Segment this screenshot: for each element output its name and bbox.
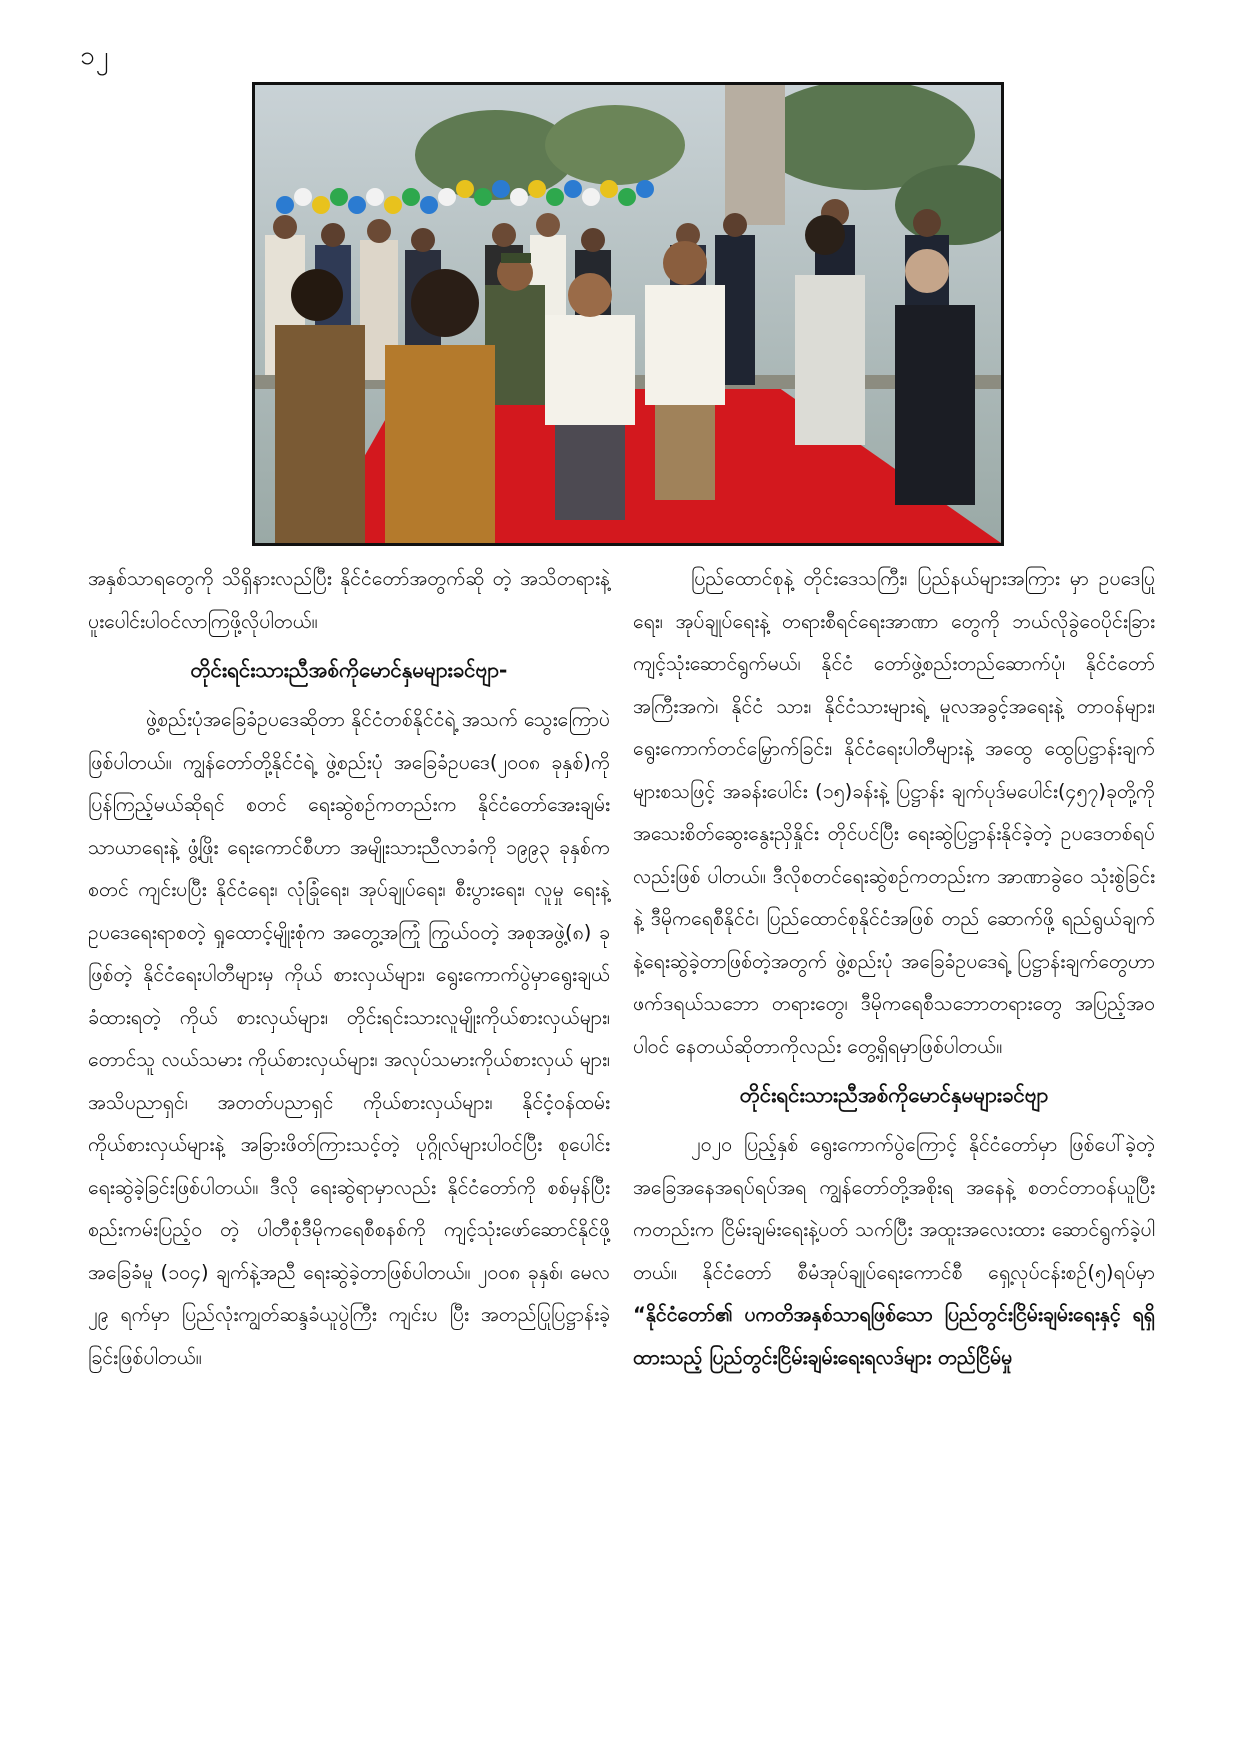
left-section-heading: တိုင်းရင်းသားညီအစ်ကိုမောင်နှမများခင်ဗျာ- <box>190 658 508 682</box>
left-column <box>88 558 610 1379</box>
left-paragraph-continuation: အနှစ်သာရတွေကို သိရှိနားလည်ပြီး နိုင်ငံတော်အတွက်ဆို တဲ့ အသိတရားနဲ့ ပူးပေါင်းပါဝင်လာကြဖို့လိုပါတယ်။ <box>88 567 610 633</box>
page-number: ၁၂ <box>80 41 110 71</box>
event-photo-illustration <box>255 85 1001 543</box>
right-paragraph-peace <box>633 1124 1155 1379</box>
right-paragraph-peace-quote: “နိုင်ငံတော်၏ ပကတိအနှစ်သာရဖြစ်သော ပြည်တွင်းငြိမ်းချမ်းရေးနှင့် ရရှိထားသည့် ပြည်တွင်းငြိမ်းချမ်းရေးရလဒ်များ တည်ငြိမ်မှု <box>633 1303 1155 1369</box>
event-photo <box>252 82 1004 546</box>
right-paragraph-federal: ပြည်ထောင်စုနဲ့ တိုင်းဒေသကြီး၊ ပြည်နယ်များအကြား မှာ ဥပဒေပြုရေး၊ အုပ်ချုပ်ရေးနဲ့ တရားစီရင်ရေးအာဏာ တွေကို ဘယ်လိုခွဲဝေပိုင်းခြား ကျင့်သုံးဆောင်ရွက်မယ်၊ နိုင်ငံ တော်ဖွဲ့စည်းတည်ဆောက်ပုံ၊ နိုင်ငံတော်အကြီးအကဲ၊ နိုင်ငံ သား၊ နိုင်ငံသားများရဲ့ မူလအခွင့်အရေးနဲ့ တာဝန်များ၊ ရွေးကောက်တင်မြှောက်ခြင်း၊ နိုင်ငံရေးပါတီများနဲ့ အထွေ ထွေပြဋ္ဌာန်းချက်များစသဖြင့် အခန်းပေါင်း (၁၅)ခန်းနဲ့ ပြဋ္ဌာန်း ချက်ပုဒ်မပေါင်း(၄၅၇)ခုတို့ကို အသေးစိတ်ဆွေးနွေးညှိနှိုင်း တိုင်ပင်ပြီး ရေးဆွဲပြဋ္ဌာန်းနိုင်ခဲ့တဲ့ ဥပဒေတစ်ရပ်လည်းဖြစ် ပါတယ်။ ဒီလိုစတင်ရေးဆွဲစဉ်ကတည်းက အာဏာခွဲဝေ သုံးစွဲခြင်းနဲ့ ဒီမိုကရေစီနိုင်ငံ၊ ပြည်ထောင်စုနိုင်ငံအဖြစ် တည် ဆောက်ဖို့ ရည်ရွယ်ချက်နဲ့ရေးဆွဲခဲ့တာဖြစ်တဲ့အတွက် ဖွဲ့စည်းပုံ အခြေခံဥပဒေရဲ့ ပြဋ္ဌာန်းချက်တွေဟာ ဖက်ဒရယ်သဘော တရားတွေ၊ ဒီမိုကရေစီသဘောတရားတွေ အပြည့်အဝပါဝင် နေတယ်ဆိုတာကိုလည်း တွေ့ရှိရမှာဖြစ်ပါတယ်။ <box>633 567 1155 1058</box>
right-column <box>633 558 1155 1379</box>
right-paragraph-peace-text: ၂၀၂၀ ပြည့်နှစ် ရွေးကောက်ပွဲကြောင့် နိုင်ငံတော်မှာ ဖြစ်ပေါ်ခဲ့တဲ့အခြေအနေအရပ်ရပ်အရ ကျွန်တော်တို့အစိုးရ အနေနဲ့ စတင်တာဝန်ယူပြီးကတည်းက ငြိမ်းချမ်းရေးနဲ့ပတ် သက်ပြီး အထူးအလေးထား ဆောင်ရွက်ခဲ့ပါတယ်။ နိုင်ငံတော် စီမံအုပ်ချုပ်ရေးကောင်စီ ရှေ့လုပ်ငန်းစဉ်(၅)ရပ်မှာ <box>633 1133 1155 1284</box>
right-section-heading: တိုင်းရင်းသားညီအစ်ကိုမောင်နှမများခင်ဗျာ <box>739 1083 1049 1107</box>
left-paragraph-constitution: ဖွဲ့စည်းပုံအခြေခံဥပဒေဆိုတာ နိုင်ငံတစ်နိုင်ငံရဲ့ အသက် သွေးကြောပဲဖြစ်ပါတယ်။ ကျွန်တော်တို့နိုင်ငံရဲ့ ဖွဲ့စည်းပုံ အခြေခံဥပဒေ(၂၀၀၈ ခုနှစ်)ကို ပြန်ကြည့်မယ်ဆိုရင် စတင် ရေးဆွဲစဉ်ကတည်းက နိုင်ငံတော်အေးချမ်းသာယာရေးနဲ့ ဖွံ့ဖြိုး ရေးကောင်စီဟာ အမျိုးသားညီလာခံကို ၁၉၉၃ ခုနှစ်က စတင် ကျင်းပပြီး နိုင်ငံရေး၊ လုံခြုံရေး၊ အုပ်ချုပ်ရေး၊ စီးပွားရေး၊ လူမှု ရေးနဲ့ ဥပဒေရေးရာစတဲ့ ရှုထောင့်မျိုးစုံက အတွေ့အကြုံ ကြွယ်ဝတဲ့ အစုအဖွဲ့(၈) ခုဖြစ်တဲ့ နိုင်ငံရေးပါတီများမှ ကိုယ် စားလှယ်များ၊ ရွေးကောက်ပွဲမှာရွေးချယ်ခံထားရတဲ့ ကိုယ် စားလှယ်များ၊ တိုင်းရင်းသားလူမျိုးကိုယ်စားလှယ်များ၊ တောင်သူ လယ်သမား ကိုယ်စားလှယ်များ၊ အလုပ်သမားကိုယ်စားလှယ် များ၊ အသိပညာရှင်၊ အတတ်ပညာရှင် ကိုယ်စားလှယ်များ၊ နိုင်ငံ့ဝန်ထမ်းကိုယ်စားလှယ်များနဲ့ အခြားဖိတ်ကြားသင့်တဲ့ ပုဂ္ဂိုလ်များပါဝင်ပြီး စုပေါင်းရေးဆွဲခဲ့ခြင်းဖြစ်ပါတယ်။ ဒီလို ရေးဆွဲရာမှာလည်း နိုင်ငံတော်ကို စစ်မှန်ပြီး စည်းကမ်းပြည့်ဝ တဲ့ ပါတီစုံဒီမိုကရေစီစနစ်ကို ကျင့်သုံးဖော်ဆောင်နိုင်ဖို့ အခြေခံမူ (၁၀၄) ချက်နဲ့အညီ ရေးဆွဲခဲ့တာဖြစ်ပါတယ်။ ၂၀၀၈ ခုနှစ်၊ မေလ ၂၉ ရက်မှာ ပြည်လုံးကျွတ်ဆန္ဒခံယူပွဲကြီး ကျင်းပ ပြီး အတည်ပြုပြဋ္ဌာန်းခဲ့ခြင်းဖြစ်ပါတယ်။ <box>88 708 610 1369</box>
